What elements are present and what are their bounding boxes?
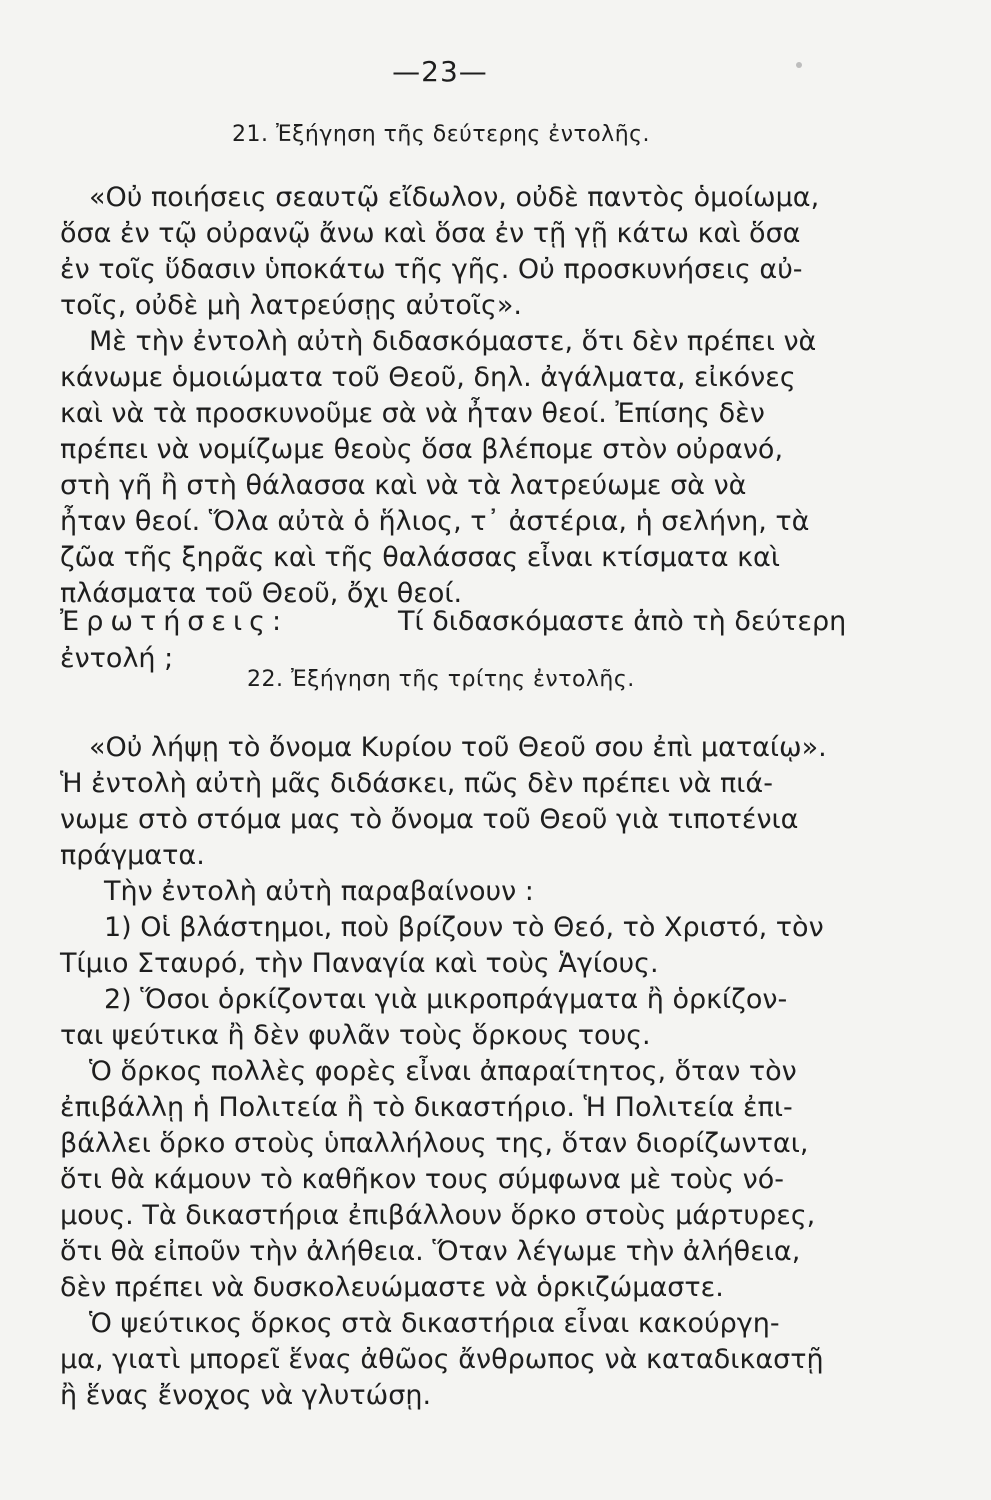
paragraph-line: «Οὐ ποιήσεις σεαυτῷ εἴδωλον, οὐδὲ παντὸς ὁμοίωμα, [89, 182, 820, 213]
page-number: —23— [392, 55, 488, 88]
paragraph-line: πλάσματα τοῦ Θεοῦ, ὄχι θεοί. [60, 578, 463, 609]
paragraph-line: ὅτι θὰ εἰποῦν τὴν ἀλήθεια. Ὅταν λέγωμε τὴν ἀλήθεια, [60, 1236, 801, 1267]
paragraph-line: «Οὐ λήψῃ τὸ ὄνομα Κυρίου τοῦ Θεοῦ σου ἐπὶ ματαίῳ». [89, 732, 827, 763]
list-item-1-continued: Τίμιο Σταυρό, τὴν Παναγία καὶ τοὺς Ἁγίους. [60, 948, 659, 979]
paragraph-line: Μὲ τὴν ἐντολὴ αὐτὴ διδασκόμαστε, ὅτι δὲν πρέπει νὰ [89, 326, 817, 357]
section-21-title: 21. Ἐξήγηση τῆς δεύτερης ἐντολῆς. [232, 122, 651, 147]
paragraph-line: νωμε στὸ στόμα μας τὸ ὄνομα τοῦ Θεοῦ γιὰ τιποτένια [60, 804, 799, 835]
paragraph-line: ἐπιβάλλῃ ἡ Πολιτεία ἢ τὸ δικαστήριο. Ἡ Πολιτεία ἐπι- [60, 1092, 793, 1123]
questions-label: Ἐρωτήσεις: [60, 606, 289, 637]
paragraph-line: δὲν πρέπει νὰ δυσκολευώμαστε νὰ ὁρκιζώμαστε. [60, 1272, 724, 1303]
question-text-continued: ἐντολή ; [60, 643, 174, 674]
paragraph-line: Ὁ ψεύτικος ὅρκος στὰ δικαστήρια εἶναι κακούργη- [89, 1308, 780, 1339]
paragraph-line: πρέπει νὰ νομίζωμε θεοὺς ὅσα βλέπομε στὸν οὐρανό, [60, 434, 784, 465]
paragraph-line: ἦταν θεοί. Ὅλα αὐτὰ ὁ ἥλιος, τ᾽ ἀστέρια, ἡ σελήνη, τὰ [60, 506, 810, 537]
paragraph-line: στὴ γῆ ἢ στὴ θάλασσα καὶ νὰ τὰ λατρεύωμε σὰ νὰ [60, 470, 747, 501]
paragraph-line: Ἡ ἐντολὴ αὐτὴ μᾶς διδάσκει, πῶς δὲν πρέπει νὰ πιά- [60, 768, 773, 799]
paragraph-line: μους. Τὰ δικαστήρια ἐπιβάλλουν ὅρκο στοὺς μάρτυρες, [60, 1200, 816, 1231]
paragraph-line: ἢ ἕνας ἔνοχος νὰ γλυτώσῃ. [60, 1380, 432, 1411]
list-item-2: 2) Ὅσοι ὁρκίζονται γιὰ μικροπράγματα ἢ ὁρκίζον- [104, 984, 788, 1015]
paragraph-line: ὅτι θὰ κάμουν τὸ καθῆκον τους σύμφωνα μὲ τοὺς νό- [60, 1164, 785, 1195]
paragraph-line: ὅσα ἐν τῷ οὐρανῷ ἄνω καὶ ὅσα ἐν τῇ γῇ κάτω καὶ ὅσα [60, 218, 801, 249]
paragraph-line: Τὴν ἐντολὴ αὐτὴ παραβαίνουν : [104, 876, 534, 907]
paragraph-line: ζῶα τῆς ξηρᾶς καὶ τῆς θαλάσσας εἶναι κτίσματα καὶ [60, 542, 780, 573]
paragraph-line: κάνωμε ὁμοιώματα τοῦ Θεοῦ, δηλ. ἀγάλματα, εἰκόνες [60, 362, 796, 393]
paragraph-line: Ὁ ὅρκος πολλὲς φορὲς εἶναι ἀπαραίτητος, ὅταν τὸν [89, 1056, 797, 1087]
section-22-title: 22. Ἐξήγηση τῆς τρίτης ἐντολῆς. [247, 667, 635, 692]
list-item-1: 1) Οἱ βλάστημοι, ποὺ βρίζουν τὸ Θεό, τὸ Χριστό, τὸν [104, 912, 824, 943]
paragraph-line: τοῖς, οὐδὲ μὴ λατρεύσῃς αὐτοῖς». [60, 290, 522, 321]
list-item-2-continued: ται ψεύτικα ἢ δὲν φυλᾶν τοὺς ὅρκους τους. [60, 1020, 651, 1051]
paragraph-line: καὶ νὰ τὰ προσκυνοῦμε σὰ νὰ ἦταν θεοί. Ἐπίσης δὲν [60, 398, 765, 429]
paragraph-line: βάλλει ὅρκο στοὺς ὑπαλλήλους της, ὅταν διορίζωνται, [60, 1128, 809, 1159]
paragraph-line: μα, γιατὶ μπορεῖ ἕνας ἀθῶος ἄνθρωπος νὰ καταδικαστῇ [60, 1344, 824, 1375]
question-text: Τί διδασκόμαστε ἀπὸ τὴ δεύτερη [398, 606, 847, 637]
paragraph-line: ἐν τοῖς ὕδασιν ὑποκάτω τῆς γῆς. Οὐ προσκυνήσεις αὐ- [60, 254, 803, 285]
paragraph-line: πράγματα. [60, 840, 205, 871]
